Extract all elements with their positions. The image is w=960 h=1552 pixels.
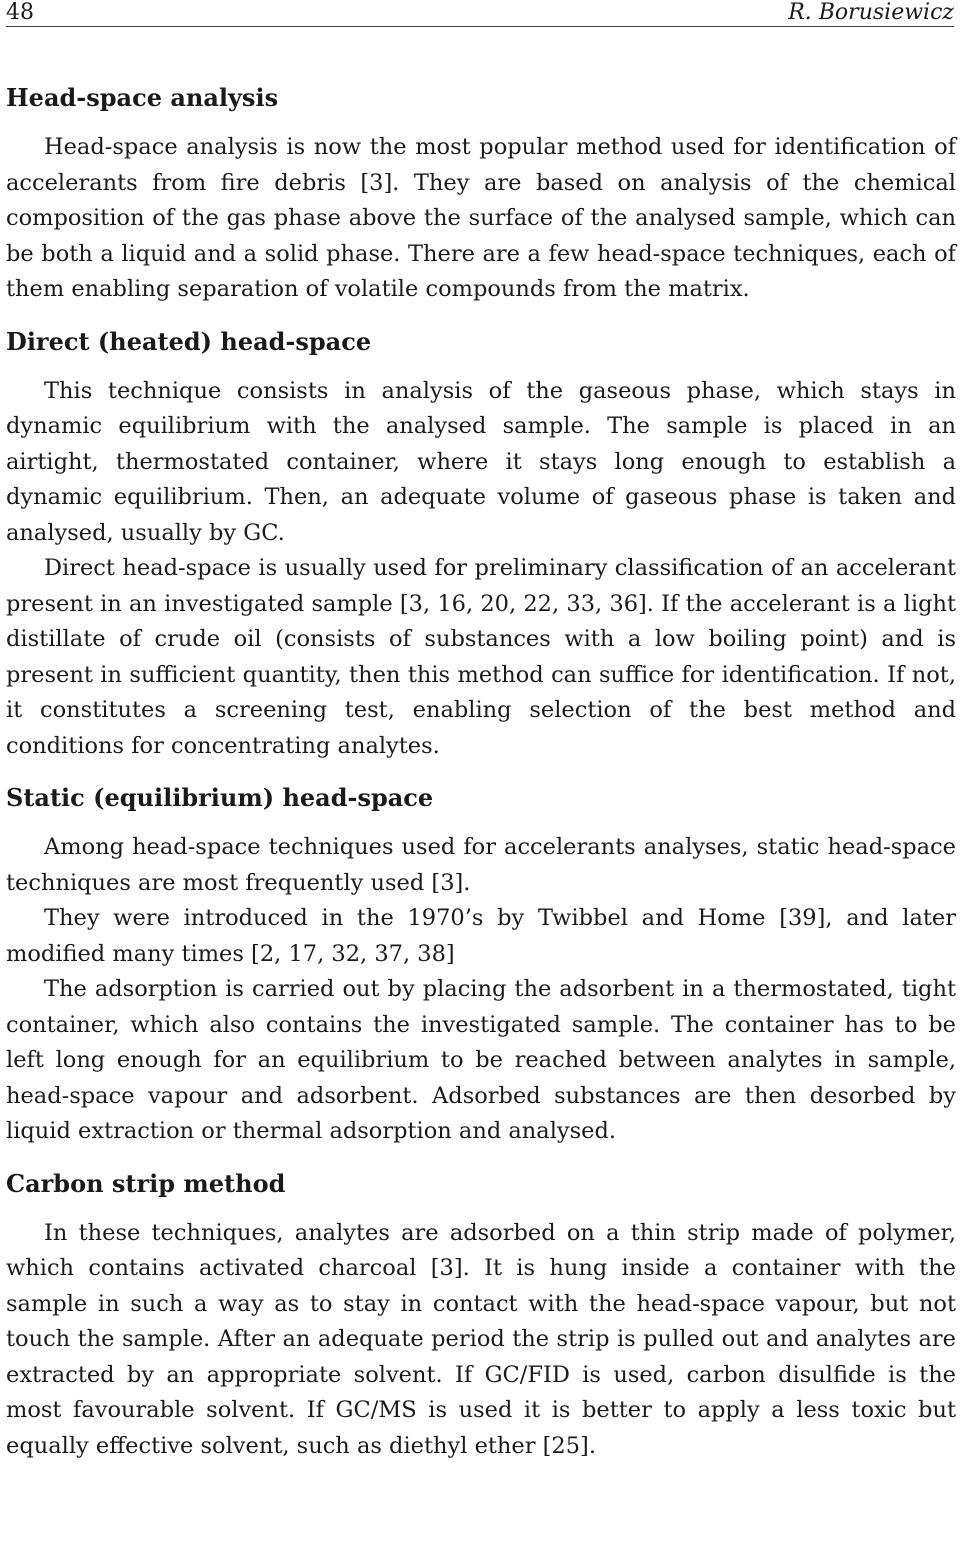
section-heading-direct-head-space: Direct (heated) head-space — [6, 326, 372, 356]
paragraph: In these techniques, analytes are adsorbed on a thin strip made of polymer, which contains activated charcoal [3]. It is hung inside a container with the sample in such a way as to stay in contact with the head-space vapour, but not touch the sample. After an adequate period the strip is pulled out and analytes are extracted by an appropriate solvent. If GC/FID is used, carbon disulfide is the most favourable solvent. If GC/MS is used it is better to apply a less toxic but equally effective solvent, such as diethyl ether [25]. — [6, 1219, 956, 1459]
section-heading-carbon-strip-method: Carbon strip method — [6, 1168, 286, 1198]
paragraph: Direct head-space is usually used for preliminary classification of an accelerant present in an investigated sample [3, 16, 20, 22, 33, 36]. If the accelerant is a light distillate of crude oil (consists of substances with a low boiling point) and is present in sufficient quantity, then this method can suffice for identification. If not, it constitutes a screening test, enabling selection of the best method and conditions for concentrating analytes. — [6, 555, 956, 759]
page-number: 48 — [6, 0, 34, 25]
page-body — [6, 80, 956, 1464]
paragraph: Among head-space techniques used for accelerants analyses, static head-space techniques are most frequently used [3]. — [6, 834, 956, 896]
paragraph: Head-space analysis is now the most popular method used for identification of accelerants from fire debris [3]. They are based on analysis of the chemical composition of the gas phase above the surface of the analysed sample, which can be both a liquid and a solid phase. There are a few head-space techniques, each of them enabling separation of volatile compounds from the matrix. — [6, 134, 956, 302]
paragraph: The adsorption is carried out by placing the adsorbent in a thermostated, tight container, which also contains the investigated sample. The container has to be left long enough for an equilibrium to be reached between analytes in sample, head-space vapour and adsorbent. Adsorbed substances are then desorbed by liquid extraction or thermal adsorption and analysed. — [6, 976, 956, 1144]
section-heading-head-space-analysis: Head-space analysis — [6, 83, 279, 112]
section-heading-static-head-space: Static (equilibrium) head-space — [6, 783, 434, 812]
running-author: R. Borusiewicz — [788, 0, 954, 25]
paragraph: This technique consists in analysis of the gaseous phase, which stays in dynamic equilibrium with the analysed sample. The sample is placed in an airtight, thermostated container, where it stays long enough to establish a dynamic equilibrium. Then, an adequate volume of gaseous phase is taken and analysed, usually by GC. — [6, 377, 956, 546]
paragraph: They were introduced in the 1970’s by Twibbel and Home [39], and later modified many times [2, 17, 32, 37, 38] — [6, 905, 956, 967]
running-header — [6, 0, 954, 27]
